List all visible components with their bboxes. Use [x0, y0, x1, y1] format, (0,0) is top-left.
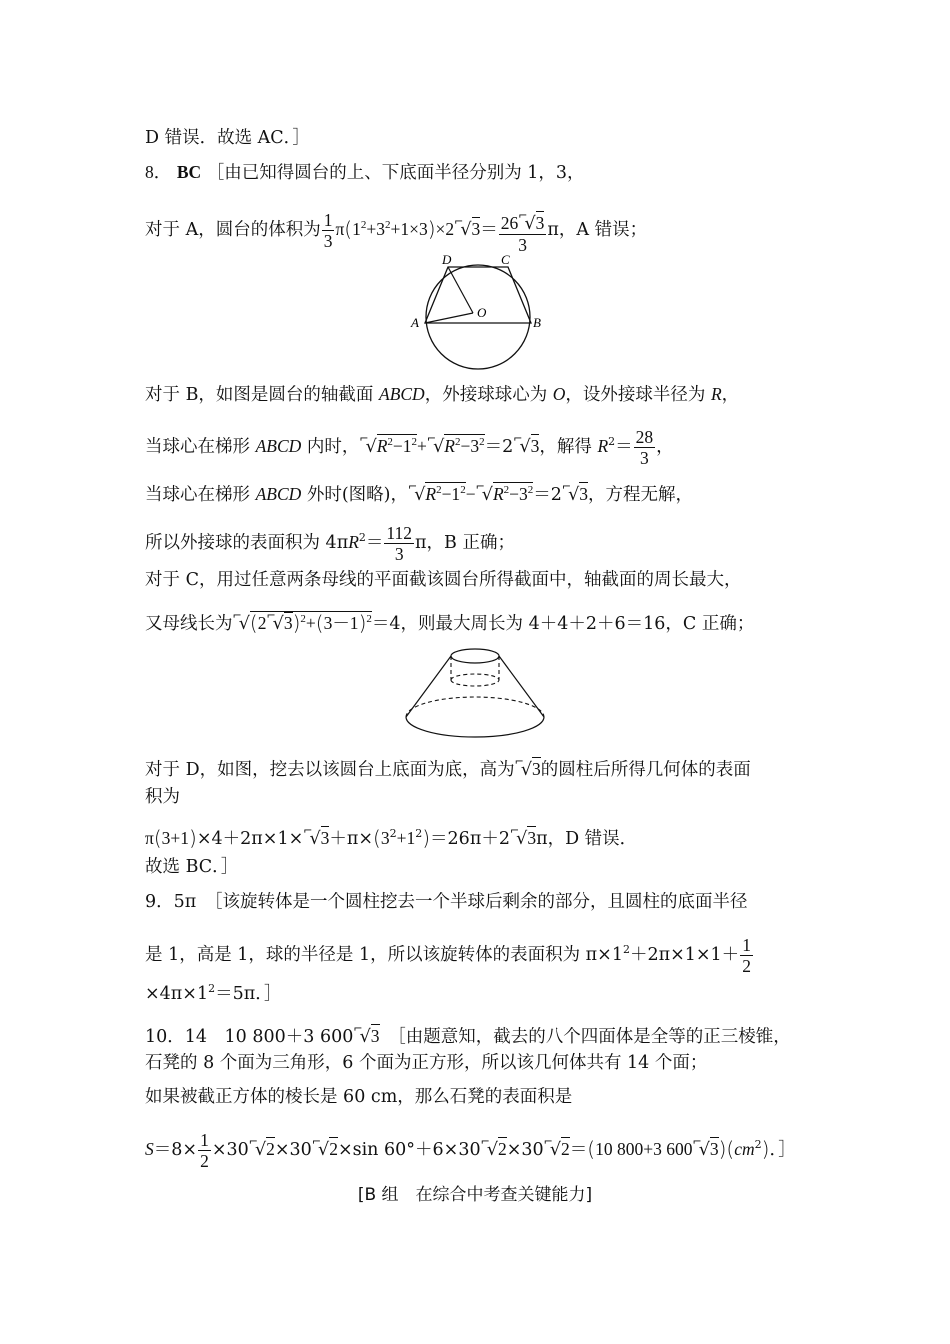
text: 内时， — [301, 437, 360, 457]
option-c-slant: 又母线长为$⌐√(2⌐√3)^2+(3-1)^2=4$，则最大周长为 4＋4＋2＋6＝16，C 正确； — [145, 609, 755, 635]
numerator: 1 — [323, 210, 333, 230]
var: R — [710, 384, 722, 404]
text-line — [145, 1052, 707, 1074]
option-d-formula: $\pi(3+1)\times 4+2\pi\times 1\times⌐√3+\pi\times(3^2+1^2)=26\pi+2⌐√3\pi$，D 错误． — [145, 824, 638, 850]
text: 是 1，高是 1，球的半径是 1，所以该旋转体的表面积为 π×1 — [145, 945, 623, 965]
var: ABCD — [379, 384, 425, 404]
text: ［由已知得圆台的上、下底面半径分别为 1，3， — [206, 163, 585, 183]
problem-number: 8． — [145, 162, 172, 182]
text: π，A 错误； — [547, 220, 648, 240]
radicand: $R^2-3^2$ — [444, 436, 485, 456]
paren: ) — [427, 217, 436, 241]
option-b-line — [145, 383, 739, 406]
text: 当球心在梯形 — [145, 437, 256, 457]
text: 9．5π ［该旋转体是一个圆柱挖去一个半球后剩余的部分，且圆柱的底面半径 — [145, 892, 748, 912]
cylinder-bottom-back — [451, 674, 499, 680]
var: ABCD — [255, 436, 302, 456]
text-line — [145, 127, 310, 149]
radicand: $R^2-1^2$ — [425, 484, 466, 504]
var: ABCD — [255, 484, 302, 504]
cylinder-bottom-front — [451, 680, 499, 686]
text: 故选 BC．］ — [145, 857, 239, 877]
slant-left — [406, 656, 451, 717]
text: $1^2+3^2+1\times 3$ — [352, 219, 428, 239]
radicand: 3 — [531, 759, 541, 779]
radicand: 3 — [471, 219, 481, 239]
text: ，设外接球半径为 — [565, 385, 711, 405]
section-heading: [B 组 在综合中考查关键能力] — [357, 1185, 593, 1205]
base-back — [406, 697, 544, 717]
text-line — [145, 786, 180, 808]
label-d: D — [442, 252, 452, 267]
text: ， — [721, 385, 740, 405]
option-c-line — [145, 569, 741, 591]
text: ＝2 — [484, 437, 514, 457]
text: π，D 错误． — [536, 829, 638, 849]
text: 石凳的 8 个面为三角形，6 个面为正方形，所以该几何体共有 14 个面； — [145, 1053, 708, 1073]
slant-right — [499, 656, 544, 717]
segment-do — [448, 267, 473, 313]
text-line — [145, 1086, 572, 1108]
axial-section-figure — [405, 250, 550, 370]
text: π，B 正确； — [415, 533, 515, 553]
radicand: 3 — [579, 484, 589, 504]
text: ［由题意知，截去的八个四面体是全等的正三棱锥， — [379, 1027, 791, 1047]
answer: BC — [176, 162, 202, 182]
text: ，外接球球心为 — [424, 385, 553, 405]
problem-9-end: $\times 4\pi\times 1^2=5\pi$．］ — [145, 982, 282, 1004]
label-a: A — [411, 315, 419, 330]
text: 对于 B，如图是圆台的轴截面 — [145, 385, 379, 405]
fraction — [322, 210, 335, 251]
fraction: $\frac{26⌐√3}{3}$ — [499, 206, 547, 255]
paren: ( — [344, 217, 353, 241]
radicand: $R^2-3^2$ — [492, 484, 534, 504]
equals: ＝ — [480, 220, 498, 240]
segment-ao — [425, 313, 473, 323]
radicand: $R^2-1^2$ — [376, 436, 418, 456]
fraction: $\frac{1}{2}$ — [200, 1130, 209, 1171]
text: 10．14 10 800＋3 600 — [145, 1027, 354, 1047]
option-a-line: 对于 A，圆台的体积为 $\frac{1}{3}$ $\pi(1^2+3^2+1\times 3)\times 2⌐√3=$ $\frac{26⌐√3}{3}$ π，A 错误； — [145, 206, 647, 255]
base-front — [406, 717, 544, 737]
problem-8-header — [145, 161, 585, 184]
label-c: C — [501, 252, 510, 267]
problem-10-formula: S＝8× $\frac{1}{2}$ ×30⌐√2×30⌐√2×sin 60°＋6×30⌐√2×30⌐√2＝(10 800+3 $600⌐√3)(cm^2)$．］ — [145, 1130, 796, 1171]
fraction: $\frac{28}{3}$ — [635, 427, 654, 468]
text: ×2 — [435, 219, 455, 239]
problem-10-line: 10．14 10 800＋3 600⌐√3 ［由题意知，截去的八个四面体是全等的正三棱锥， — [145, 1022, 791, 1047]
text: ，解得 — [539, 437, 598, 457]
text: 对于 D，如图，挖去以该圆台上底面为底，高为 — [145, 760, 515, 780]
radicand: 3 — [530, 436, 540, 456]
text: 当球心在梯形 — [145, 485, 256, 505]
text: 的圆柱后所得几何体的表面 — [540, 760, 751, 780]
var: O — [552, 384, 566, 404]
text: ，方程无解， — [588, 485, 694, 505]
text: 外时(图略)， — [301, 485, 408, 505]
text: 又母线长为 — [145, 614, 233, 634]
text: ＝4，则最大周长为 4＋4＋2＋6＝16，C 正确； — [371, 614, 755, 634]
option-b-case-inside: 当球心在梯形 ABCD 内时，$⌐√R^2-1^2+⌐√R^2-3^2=2⌐√3$，解得 $R^2=$ $\frac{28}{3}$ ， — [145, 427, 674, 468]
text: 对于 C，用过任意两条母线的平面截该圆台所得截面中，轴截面的周长最大， — [145, 570, 742, 590]
text: ＝2 — [533, 485, 562, 505]
text: π — [335, 219, 345, 239]
option-b-conclusion: 所以外接球的表面积为 $4\pi R^2=$ $\frac{112}{3}$ π，B 正确； — [145, 523, 515, 564]
radicand: $(2⌐√3)^2+(3-1)^2$ — [249, 609, 372, 635]
problem-9-line — [145, 891, 748, 913]
label-o: O — [477, 305, 487, 320]
option-d-line: 对于 D，如图，挖去以该圆台上底面为底，高为⌐√3的圆柱后所得几何体的表面 — [145, 755, 751, 780]
fraction: $\frac{1}{2}$ — [742, 935, 751, 976]
text: D 错误．故选 AC．］ — [145, 128, 310, 148]
fraction: $\frac{112}{3}$ — [386, 523, 413, 564]
text: 积为 — [145, 787, 180, 807]
label-b: B — [533, 315, 541, 330]
text-line — [145, 856, 238, 878]
text: 对于 A，圆台的体积为 — [145, 220, 321, 240]
text: 如果被截正方体的棱长是 60 cm，那么石凳的表面积是 — [145, 1087, 573, 1107]
denominator: 3 — [323, 231, 333, 251]
text: ×4＋2π×1× — [196, 829, 304, 849]
problem-9-formula: 是 1，高是 1，球的半径是 1，所以该旋转体的表面积为 $\pi\times 1^2+2\pi\times 1\times 1+$ $\frac{1}{2}$ — [145, 935, 751, 976]
top-ellipse — [451, 649, 499, 663]
option-b-case-outside: 当球心在梯形 ABCD 外时(图略)，$⌐√R^2-1^2-⌐√R^2-3^2=2⌐√3$，方程无解， — [145, 480, 694, 505]
frustum-cylinder-figure — [400, 642, 550, 742]
text: 所以外接球的表面积为 4π — [145, 533, 349, 553]
text: ×4π×1 — [145, 984, 209, 1004]
